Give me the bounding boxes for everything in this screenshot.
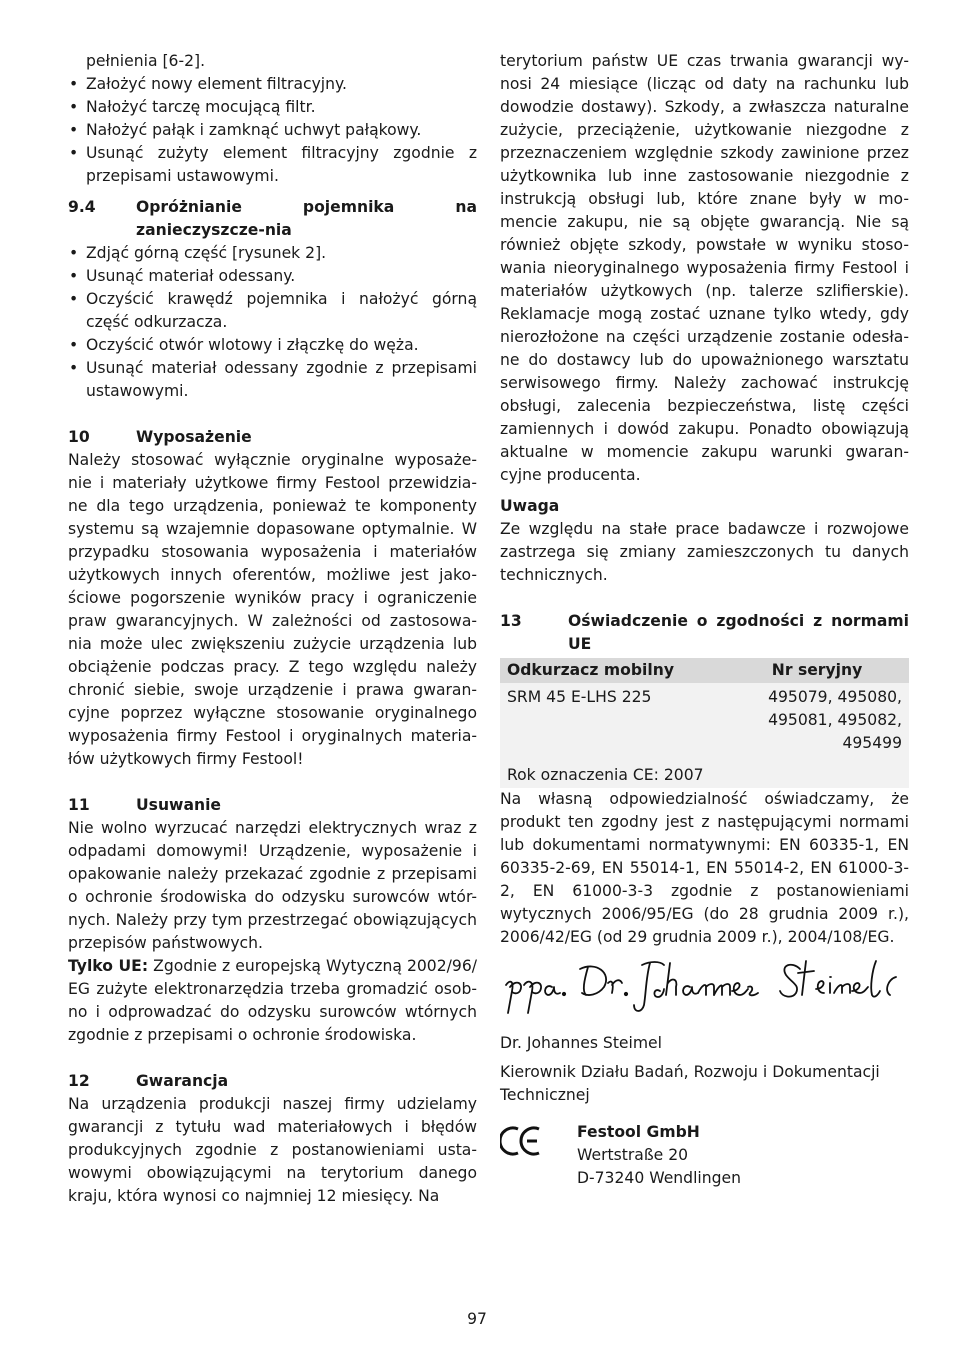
section-title: Wyposażenie bbox=[136, 428, 252, 446]
emptying-steps-list bbox=[68, 242, 477, 403]
intro-line: pełnienia [6-2]. bbox=[86, 52, 206, 70]
list-item: • Usunąć zużyty element filtracyjny zgodnie z przepisami ustawowymi. bbox=[68, 142, 477, 188]
right-column bbox=[500, 50, 909, 1190]
company-city: D-73240 Wendlingen bbox=[577, 1169, 742, 1187]
manufacturer-address bbox=[577, 1121, 741, 1190]
declaration-text: Na własną odpowiedzialność oświadczamy, że produkt ten zgodny jest z następującymi normami lub dokumentami normatywnymi: EN 60335-1, EN 60335-2-69, EN 55014-1, EN 55014-2, EN 61000-3-2, EN 61000-3-3 zgodnie z postanowieniami wytycznych 2006/95/EG (do 28 grudnia 2009 r.), 2006/42/EG (od 29 grudnia 2009 r.), 2004/108/EG. bbox=[500, 790, 909, 946]
note-heading: Uwaga bbox=[500, 497, 560, 515]
page-number: 97 bbox=[467, 1310, 487, 1328]
serial-line: 495081, 495082, bbox=[768, 711, 902, 729]
company-name: Festool GmbH bbox=[577, 1123, 700, 1141]
column-header: Odkurzacz mobilny bbox=[500, 658, 725, 683]
warranty-continued-text: terytorium państw UE czas trwania gwarancji wy-nosi 24 miesiące (licząc od daty na rachunku lub dowodzie dostawy). Szkody, a zwłaszcza naturalne zużycie, przeciążenie, użytkowanie niezgodne z przeznaczeniem względnie szkody zawinione przez użytkownika lub inne zastosowanie niezgodnie z instrukcją obsługi lub, które znane były w mo-mencie zakupu, nie są objęte gwarancją. Nie są również objęte szkody, powstałe w wyniku stoso-wania nieoryginalnego wyposażenia firmy Festool i materiałów użytkowych (np. talerze szlifierskie). Reklamacje mogą zostać uznane tylko wtedy, gdy nierozłożone na części urządzenie zostanie odesła-ne do dostawcy lub do upoważnionego warsztatu serwisowego firmy. Należy zachować instrukcję obsługi, zalecenia bezpieczeństwa, listę części zamiennych i dowód zakupu. Ponadto obowiązują aktualne w momencie zakupu warunki gwaran-cyjne producenta. bbox=[500, 52, 909, 484]
section-number: 13 bbox=[500, 612, 522, 630]
signature-image bbox=[500, 957, 909, 1019]
list-item: • Założyć nowy element filtracyjny. bbox=[68, 73, 477, 96]
manufacturer-block bbox=[500, 1121, 909, 1190]
section-12-text: Na urządzenia produkcji naszej firmy udzielamy gwarancji z tytułu wad materiałowych i błędów produkcyjnych zgodnie z postanowieniami usta-wowymi obowiązującymi na terytorium danego kraju, która wynosi co najmniej 12 miesięcy. Na bbox=[68, 1095, 477, 1205]
signer-name: Dr. Johannes Steimel bbox=[500, 1034, 662, 1052]
ce-mark-icon bbox=[500, 1121, 577, 1190]
serial-line: 495079, 495080, bbox=[768, 688, 902, 706]
list-item: • Usunąć materiał odessany zgodnie z przepisami ustawowymi. bbox=[68, 357, 477, 403]
ce-year: Rok oznaczenia CE: 2007 bbox=[500, 763, 909, 788]
section-11-text: Nie wolno wyrzucać narzędzi elektrycznych wraz z odpadami domowymi! Urządzenie, wyposażenie i opakowanie należy przekazać zgodnie z przepisami o ochronie środowiska do odzysku surowców wtór-nych. Należy przy tym przestrzegać obowiązujących przepisów państwowych. bbox=[68, 819, 477, 952]
section-title: Usuwanie bbox=[136, 796, 221, 814]
section-10-heading bbox=[68, 426, 477, 449]
serial-line: 495499 bbox=[842, 734, 902, 752]
list-item: • Oczyścić krawędź pojemnika i nałożyć górną część odkurzacza. bbox=[68, 288, 477, 334]
section-10-text: Należy stosować wyłącznie oryginalne wyposaże-nie i materiały użytkowe firmy Festool przewidzia-ne dla tego urządzenia, ponieważ te komponenty systemu są wzajemnie dopasowane optymalnie. W przypadku stosowania wyposażenia i materiałów użytkowych innych oferentów, możliwe jest jako-ściowe pogorszenie wyników pracy i ograniczenie praw gwarancyjnych. W zależności od zastosowa-nia może ulec zwiększeniu zużycie urządzenia lub obciążenie podczas pracy. Z tego względu należy chronić siebie, swoje urządzenie i prawa gwaran-cyjne poprzez wyłączne stosowanie oryginalnego wyposażenia firmy Festool i oryginalnych materia-łów użytkowych firmy Festool! bbox=[68, 451, 477, 768]
filter-steps-list bbox=[68, 73, 477, 188]
left-column bbox=[68, 50, 477, 1208]
section-number: 11 bbox=[68, 796, 90, 814]
product-cell: SRM 45 E-LHS 225 bbox=[500, 683, 725, 755]
table-header-row bbox=[500, 658, 909, 683]
section-title: Gwarancja bbox=[136, 1072, 229, 1090]
signer-role: Kierownik Działu Badań, Rozwoju i Dokumentacji Technicznej bbox=[500, 1063, 880, 1104]
section-11-heading bbox=[68, 794, 477, 817]
serials-cell bbox=[725, 683, 909, 755]
section-number: 9.4 bbox=[68, 198, 96, 216]
section-title: Opróżnianie pojemnika na zanieczyszcze-nia bbox=[136, 198, 477, 239]
section-11-eu-text: Tylko UE: Zgodnie z europejską Wytyczną 2002/96/ EG zużyte elektronarzędzia trzeba gromadzić osob-no i odprowadzać do odzysku surowców wtórnych zgodnie z przepisami o ochronie środowiska. bbox=[68, 957, 477, 1044]
list-item: • Oczyścić otwór wlotowy i złączkę do węża. bbox=[68, 334, 477, 357]
section-12-heading bbox=[68, 1070, 477, 1093]
list-item: • Usunąć materiał odessany. bbox=[68, 265, 477, 288]
list-item: • Nałożyć pałąk i zamknąć uchwyt pałąkowy. bbox=[68, 119, 477, 142]
column-header: Nr seryjny bbox=[725, 658, 909, 683]
section-title: Oświadczenie o zgodności z normami UE bbox=[568, 612, 909, 653]
conformity-table bbox=[500, 658, 909, 763]
section-number: 10 bbox=[68, 428, 90, 446]
list-item: • Zdjąć górną część [rysunek 2]. bbox=[68, 242, 477, 265]
company-street: Wertstraße 20 bbox=[577, 1146, 689, 1164]
list-item: • Nałożyć tarczę mocującą filtr. bbox=[68, 96, 477, 119]
eu-label: Tylko UE: bbox=[68, 957, 149, 975]
table-row bbox=[500, 683, 909, 755]
section-13-heading bbox=[500, 610, 909, 656]
note-text: Ze względu na stałe prace badawcze i rozwojowe zastrzega się zmiany zamieszczonych tu danych technicznych. bbox=[500, 520, 909, 584]
section-number: 12 bbox=[68, 1072, 90, 1090]
section-9-4-heading bbox=[68, 196, 477, 242]
